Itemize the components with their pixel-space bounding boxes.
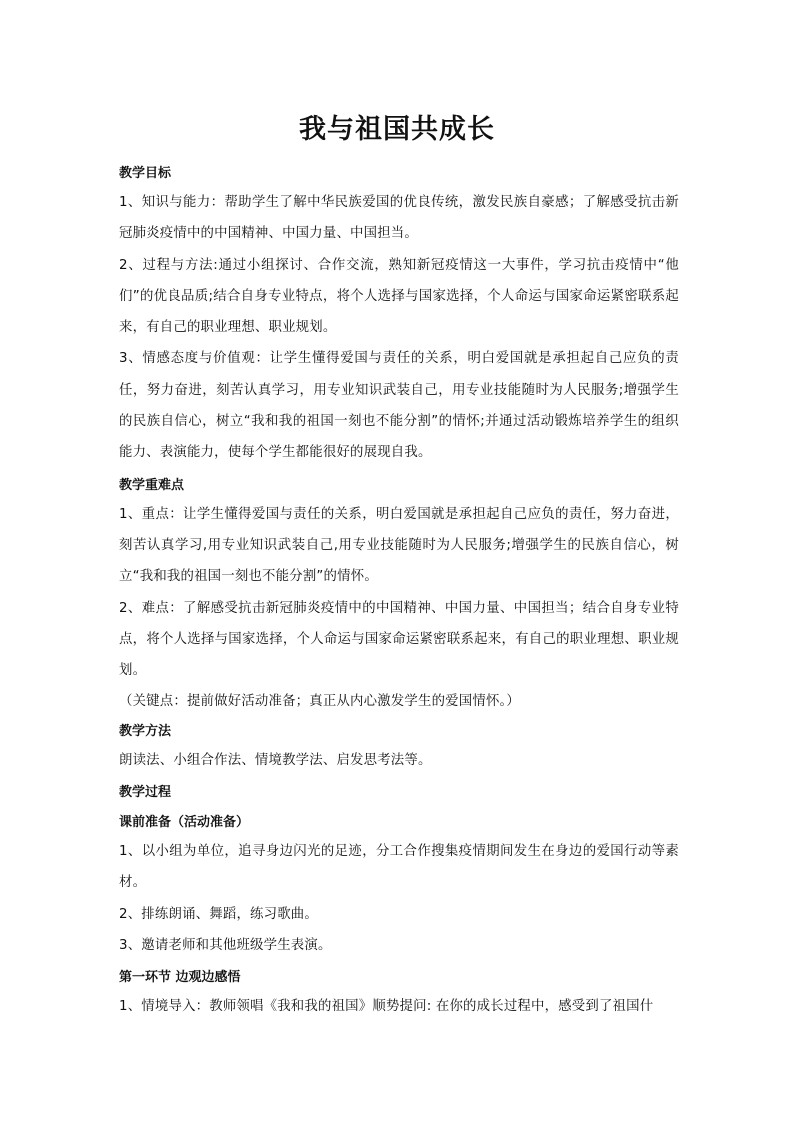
preparation-step-1: 1、以小组为单位，追寻身边闪光的足迹，分工合作搜集疫情期间发生在身边的爱国行动等素材。 (119, 844, 679, 891)
objective-knowledge-paragraph: 1、知识与能力：帮助学生了解中华民族爱国的优良传统，激发民族自豪感；了解感受抗击新冠肺炎疫情中的中国精神、中国力量、中国担当。 (119, 195, 679, 242)
difficult-point-paragraph: 2、难点：了解感受抗击新冠肺炎疫情中的中国精神、中国力量、中国担当；结合自身专业特点，将个人选择与国家选择，个人命运与国家命运紧密联系起来，有自己的职业理想、职业规划。 (119, 600, 679, 679)
stage-one-step-1: 1、情境导入：教师领唱《我和我的祖国》顺势提问: 在你的成长过程中，感受到了祖国什 (119, 999, 654, 1015)
objective-values-paragraph: 3、情感态度与价值观：让学生懂得爱国与责任的关系，明白爱国就是承担起自己应负的责任，努力奋进，刻苦认真学习，用专业知识武装自己，用专业技能随时为人民服务;增强学生的民族自信心，树立“我和我的祖国一刻也不能分割”的情怀;并通过活动锻炼培养学生的组织能力、表演能力，使每个学生都能很好的展现自我。 (119, 351, 679, 461)
key-point-paragraph: 1、重点：让学生懂得爱国与责任的关系，明白爱国就是承担起自己应负的责任，努力奋进，刻苦认真学习,用专业知识武装自己,用专业技能随时为人民服务;增强学生的民族自信心，树立“我和我的祖国一刻也不能分割”的情怀。 (119, 506, 679, 585)
section-heading-process: 教学过程 (119, 785, 172, 801)
objective-process-paragraph: 2、过程与方法:通过小组探讨、合作交流，熟知新冠疫情这一大事件，学习抗击疫情中“他们”的优良品质;结合自身专业特点，将个人选择与国家选择，个人命运与国家命运紧密联系起来，有自己的职业理想、职业规划。 (119, 257, 679, 336)
preparation-step-2: 2、排练朗诵、舞蹈，练习歌曲。 (119, 906, 318, 922)
methods-paragraph: 朗读法、小组合作法、情境教学法、启发思考法等。 (119, 752, 432, 768)
preparation-step-3: 3、邀请老师和其他班级学生表演。 (119, 937, 332, 953)
key-note-paragraph: （关键点：提前做好活动准备；真正从内心激发学生的爱国情怀。） (119, 694, 521, 710)
section-heading-preparation: 课前准备（活动准备） (119, 815, 250, 831)
document-body (119, 160, 679, 1023)
document-title: 我与祖国共成长 (299, 114, 495, 145)
section-heading-key-points: 教学重难点 (119, 477, 185, 493)
section-heading-stage-one: 第一环节 边观边感悟 (119, 970, 241, 986)
section-heading-objectives: 教学目标 (119, 166, 172, 181)
section-heading-methods: 教学方法 (119, 723, 172, 739)
